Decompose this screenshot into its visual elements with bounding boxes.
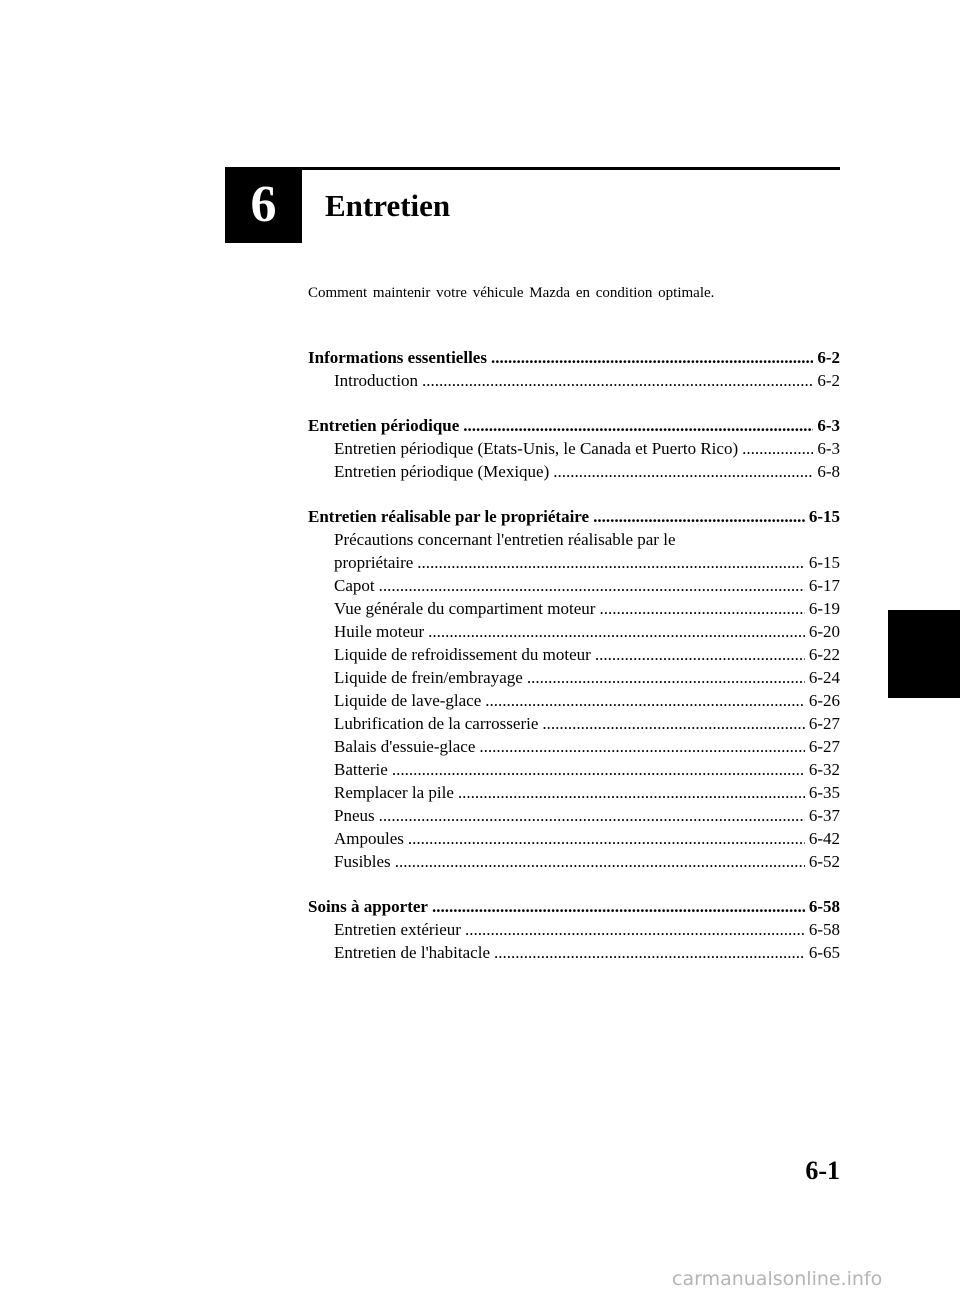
toc-entry-page: 6-37 <box>808 806 840 825</box>
toc-heading-label: Entretien réalisable par le propriétaire <box>308 507 590 526</box>
dot-leader <box>494 941 805 964</box>
toc-entry-page: 6-2 <box>817 371 840 390</box>
toc-entry-page: 6-22 <box>808 645 840 664</box>
toc-entry-label: Liquide de refroidissement du moteur <box>334 645 591 664</box>
toc-entry[interactable] <box>308 666 840 689</box>
toc-entry-label: Huile moteur <box>334 622 425 641</box>
dot-leader <box>485 689 805 712</box>
toc-entry-label: Introduction <box>334 371 419 390</box>
toc-entry[interactable] <box>308 369 840 392</box>
toc-entry-label: Entretien extérieur <box>334 920 461 939</box>
toc-entry[interactable] <box>308 597 840 620</box>
toc-entry-label: Entretien périodique (Mexique) <box>334 462 550 481</box>
toc-entry[interactable] <box>308 460 840 483</box>
dot-leader <box>379 574 805 597</box>
toc-entry[interactable] <box>308 574 840 597</box>
dot-leader <box>428 620 805 643</box>
chapter-subtitle: Comment maintenir votre véhicule Mazda en condition optimale. <box>308 285 715 301</box>
toc-entry-label: propriétaire <box>334 553 414 572</box>
dot-leader <box>465 918 805 941</box>
dot-leader <box>392 758 805 781</box>
dot-leader <box>417 551 805 574</box>
toc-entry-page: 6-52 <box>808 852 840 871</box>
toc-entry[interactable] <box>308 620 840 643</box>
dot-leader <box>593 505 805 528</box>
toc-entry[interactable] <box>308 804 840 827</box>
toc-entry-label: Entretien périodique (Etats-Unis, le Canada et Puerto Rico) <box>334 439 739 458</box>
toc-entry[interactable] <box>308 712 840 735</box>
toc-entry-label: Entretien de l'habitacle <box>334 943 490 962</box>
toc-entry[interactable] <box>308 758 840 781</box>
toc-entry[interactable] <box>308 941 840 964</box>
toc-section-periodique <box>308 414 840 483</box>
toc-entry[interactable] <box>308 827 840 850</box>
toc-section-soins <box>308 895 840 964</box>
toc-heading-label: Informations essentielles <box>308 348 487 367</box>
toc-entry-page: 6-42 <box>808 829 840 848</box>
page-number: 6-1 <box>805 1156 840 1185</box>
toc-entry-label: Liquide de frein/embrayage <box>334 668 523 687</box>
toc-heading-label: Entretien périodique <box>308 416 460 435</box>
toc-entry-label: Remplacer la pile <box>334 783 454 802</box>
toc-heading[interactable] <box>308 414 840 437</box>
chapter-side-tab <box>888 610 960 698</box>
chapter-header-rule <box>302 167 840 170</box>
toc-entry-label: Capot <box>334 576 375 595</box>
toc-entry-label: Fusibles <box>334 852 391 871</box>
dot-leader <box>479 735 804 758</box>
toc-entry-page: 6-27 <box>808 714 840 733</box>
toc-section-proprietaire <box>308 505 840 873</box>
toc-heading-page: 6-58 <box>808 897 840 916</box>
toc-entry-label: Lubrification de la carrosserie <box>334 714 539 733</box>
toc-section-informations <box>308 346 840 392</box>
toc-entry-page: 6-32 <box>808 760 840 779</box>
toc-entry[interactable] <box>308 735 840 758</box>
dot-leader <box>742 437 813 460</box>
toc-entry[interactable] <box>308 689 840 712</box>
dot-leader <box>395 850 805 873</box>
toc-entry-page: 6-58 <box>808 920 840 939</box>
toc-entry-page: 6-24 <box>808 668 840 687</box>
watermark-text: carmanualsonline.info <box>672 1268 883 1290</box>
toc-entry-page: 6-65 <box>808 943 840 962</box>
toc-entry-page: 6-3 <box>817 439 840 458</box>
toc-entry-label-line1[interactable]: Précautions concernant l'entretien réalisable par le <box>334 530 676 549</box>
toc-heading[interactable] <box>308 895 840 918</box>
toc-entry-page: 6-20 <box>808 622 840 641</box>
dot-leader <box>491 346 813 369</box>
toc-entry[interactable] <box>308 437 840 460</box>
table-of-contents <box>308 346 840 986</box>
toc-heading[interactable] <box>308 505 840 528</box>
toc-heading[interactable] <box>308 346 840 369</box>
toc-entry-page: 6-15 <box>808 553 840 572</box>
dot-leader <box>463 414 813 437</box>
toc-entry-page: 6-19 <box>808 599 840 618</box>
dot-leader <box>595 643 805 666</box>
dot-leader <box>379 804 805 827</box>
dot-leader <box>432 895 805 918</box>
chapter-title: Entretien <box>325 188 451 223</box>
dot-leader <box>527 666 805 689</box>
toc-entry[interactable] <box>308 551 840 574</box>
toc-entry-page: 6-17 <box>808 576 840 595</box>
dot-leader <box>553 460 813 483</box>
toc-heading-page: 6-3 <box>817 416 840 435</box>
toc-heading-page: 6-15 <box>808 507 840 526</box>
toc-entry-page: 6-35 <box>808 783 840 802</box>
dot-leader <box>408 827 805 850</box>
toc-entry-page: 6-8 <box>817 462 840 481</box>
chapter-number-box: 6 <box>225 167 302 243</box>
toc-entry-label: Vue générale du compartiment moteur <box>334 599 596 618</box>
toc-entry-page: 6-26 <box>808 691 840 710</box>
toc-entry-page: 6-27 <box>808 737 840 756</box>
toc-entry-label: Pneus <box>334 806 375 825</box>
toc-entry-label: Liquide de lave-glace <box>334 691 482 710</box>
toc-heading-page: 6-2 <box>817 348 840 367</box>
toc-entry[interactable] <box>308 918 840 941</box>
toc-entry[interactable] <box>308 781 840 804</box>
toc-entry[interactable] <box>308 643 840 666</box>
toc-heading-label: Soins à apporter <box>308 897 428 916</box>
dot-leader <box>542 712 804 735</box>
dot-leader <box>458 781 805 804</box>
toc-entry-label: Balais d'essuie-glace <box>334 737 476 756</box>
toc-entry-label: Batterie <box>334 760 388 779</box>
toc-entry-label: Ampoules <box>334 829 404 848</box>
dot-leader <box>599 597 804 620</box>
dot-leader <box>422 369 813 392</box>
toc-entry[interactable] <box>308 850 840 873</box>
